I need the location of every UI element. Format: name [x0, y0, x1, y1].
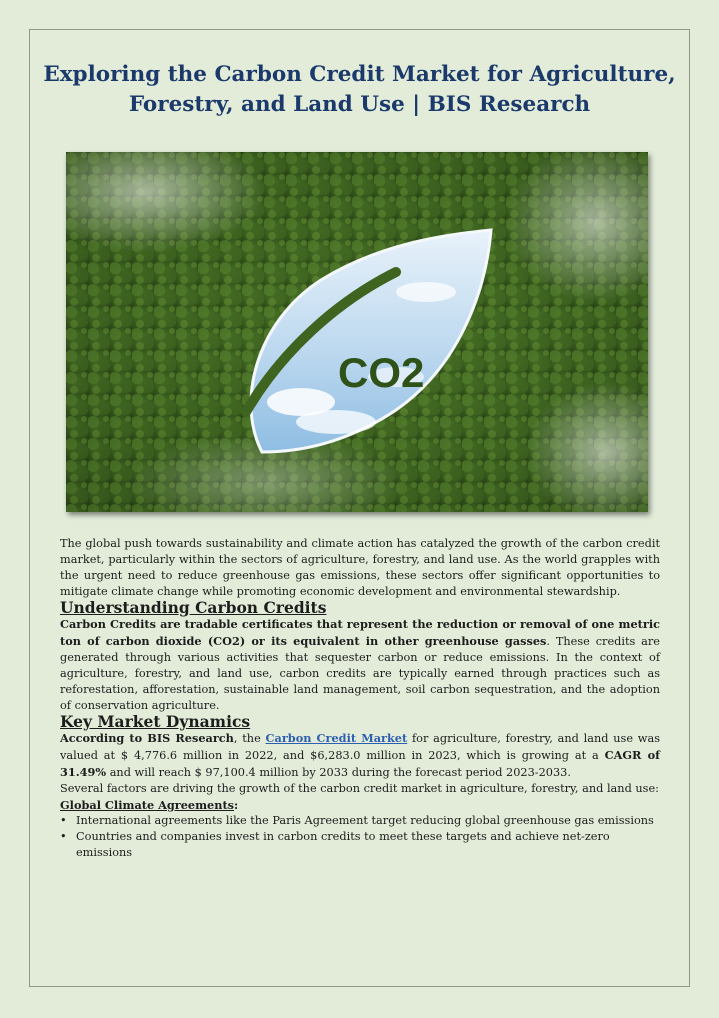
bullet-text: International agreements like the Paris Agreement target reducing global greenhouse gas emissions [76, 814, 654, 827]
factors-intro: Several factors are driving the growth of the carbon credit market in agriculture, forestry, and land use: [60, 782, 659, 795]
page-title [40, 60, 679, 120]
bullet-text: Countries and companies invest in carbon credits to meet these targets and achieve net-zero emissions [76, 830, 610, 859]
carbon-credit-market-link[interactable]: Carbon Credit Market [265, 731, 408, 745]
section2-text-3: and will reach $ 97,100.4 million by 2033 during the forecast period 2023-2033. [106, 766, 571, 779]
section-heading-understanding: Understanding Carbon Credits [60, 598, 327, 617]
list-item [60, 813, 660, 829]
section1-bold-lead: Carbon Credits are tradable certificates that represent the reduction or removal of one metric ton of carbon dioxide (CO2) or its equivalent in other greenhouse gasses [60, 617, 660, 648]
bullet-list [60, 813, 660, 861]
hero-image-forest-co2-leaf [66, 152, 648, 512]
article-body [60, 536, 660, 861]
subheading-global-climate [60, 797, 660, 813]
co2-label: CO2 [338, 349, 425, 396]
subheading-colon: : [234, 798, 239, 812]
section2-text-2: for agriculture, forestry, and land use was valued at $ 4,776.6 million in 2022, and $6,283.0 million in 2023, which is growing at a [60, 732, 661, 762]
intro-paragraph: The global push towards sustainability and climate action has catalyzed the growth of the carbon credit market, particularly within the sectors of agriculture, forestry, and land use. As the world grapples with the urgent need to reduce greenhouse gas emissions, these sectors offer significant opportunities to mitigate climate change while promoting economic development and environmental stewardship. [60, 537, 660, 598]
forest-leaf-illustration [66, 152, 648, 512]
subheading-text: Global Climate Agreements [60, 798, 235, 812]
section2-text-1: , the [233, 732, 266, 745]
section1-paragraph [60, 616, 660, 714]
section2-paragraph [60, 730, 660, 781]
section2-bold-lead: According to BIS Research [60, 731, 234, 745]
cagr-value: CAGR of 31.49% [60, 748, 660, 779]
title-line-2: Forestry, and Land Use | BIS Research [128, 92, 591, 117]
title-line-1: Exploring the Carbon Credit Market for Agriculture, [43, 62, 676, 87]
bullet-icon: • [60, 814, 67, 827]
section-heading-dynamics: Key Market Dynamics [60, 712, 251, 731]
section1-rest: . These credits are generated through various activities that sequester carbon or reduce emissions. In the context of agriculture, forestry, and land use, carbon credits are typically earned through practices such as reforestation, afforestation, sustainable land management, soil carbon sequestration, and the adoption of conservation agriculture. [60, 635, 660, 712]
list-item [60, 829, 660, 861]
bullet-icon: • [60, 830, 67, 843]
